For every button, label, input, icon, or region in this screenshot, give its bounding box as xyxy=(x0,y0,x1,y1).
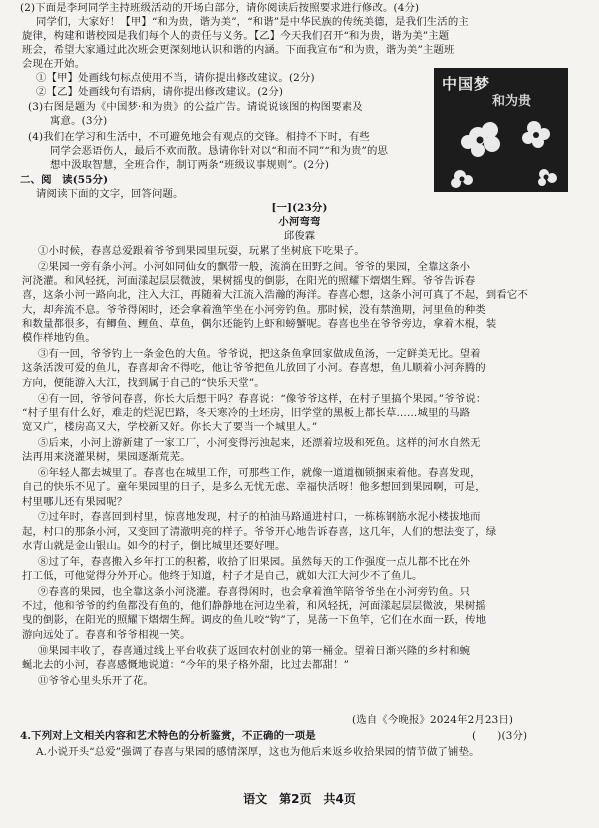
question-4-answer-blank: ( )(3分) xyxy=(472,730,528,742)
story-paragraph-8-line-1: ⑧过了年，春喜搬入乡年打工的积蓄，收拾了旧果园。虽然每天的工作强度一点儿都不比在外 xyxy=(38,556,471,568)
q2-passage-line-1: 同学们，大家好！【甲】“和为贵，谐为美”，“和谐”是中华民族的传统美德，是我们生活的主 xyxy=(36,16,469,28)
story-paragraph-10-line-2: 蜒北去的小河，春喜感慨地说道：“今年的果子格外甜，比过去都甜！” xyxy=(22,659,350,671)
q2-passage-line-3: 班会，希望大家通过此次班会更深刻地认识和谐的内涵。下面我宣布“和为贵，谐为美”主题班 xyxy=(22,44,455,56)
q2-intro: (2)下面是李珂同学主持班级活动的开场白部分，请你阅读后按照要求进行修改。(4分) xyxy=(20,2,420,14)
story-paragraph-9-line-1: ⑨春喜的果园，也全靠这条小河浇灌。春喜得闲时，也会拿着渔竿陪爷爷坐在小河旁钓鱼。只 xyxy=(38,586,471,598)
question-4-option-a: A.小说开头“总爱”强调了春喜与果园的感情深厚，这也为他后来返乡收拾果园的情节做了铺垫。 xyxy=(36,746,480,758)
story-paragraph-4-line-3: 宽又广，楼房高又大，学校新又好。你长大了要当一个城里人。” xyxy=(22,421,318,433)
story-paragraph-7-line-2: 起，村口的那条小河，又变回了清澈明亮的样子。爷爷开心地告诉春喜，这几年，人们的想法变了，绿 xyxy=(22,526,497,538)
story-paragraph-9-line-4: 游向远处了。春喜和爷爷相视一笑。 xyxy=(22,629,191,641)
flower-graphic-icon xyxy=(434,68,568,192)
story-paragraph-2-line-5: 和数量都很多，有鲫鱼、鲤鱼、草鱼，偶尔还能钓上虾和螃蟹呢。春喜也坐在爷爷旁边，拿着木棍，装 xyxy=(22,318,497,330)
story-paragraph-9-line-2: 不过，他和爷爷的约鱼都没有鱼的，他们静静地在河边坐着，和风轻抚，河面漾起层层微波，果树摇 xyxy=(22,600,486,612)
q4-line-2: 同学会恶语伤人，最后不欢而散。恳请你针对以“和而不同”“和为贵”的思 xyxy=(50,145,389,157)
story-paragraph-6-line-1: ⑥年轻人都去城里了。春喜也在城里工作，可那些工作，就像一道道枷锁捆束着他。春喜发现， xyxy=(38,467,481,479)
q4-line-1: (4)我们在学习和生活中，不可避免地会有观点的交锋。相持不下时，有些 xyxy=(28,131,370,143)
q2-passage-line-4: 会现在开始。 xyxy=(22,58,86,70)
story-paragraph-6-line-3: 村里哪儿还有果园呢？ xyxy=(22,496,128,508)
story-paragraph-3-line-3: 方向，便能游入大江，找到属于自己的“快乐天堂”。 xyxy=(22,377,265,389)
story-paragraph-2-line-2: 河浇灌。和风轻抚，河面漾起层层微波，果树摇曳的倒影，在阳光的照耀下熠熠生辉。爷爷告诉春 xyxy=(22,275,476,287)
q4-line-3: 想中汲取智慧，全班合作，制订两条“班级议事规则”。(2分) xyxy=(50,159,330,171)
story-paragraph-6-line-2: 自己的快乐不见了。童年果园里的日子，是多么无忧无虑、幸福快活呀！他多想回到果园啊，可是， xyxy=(22,481,486,493)
story-paragraph-5-line-2: 法再用来浇灌果树，果园逐渐荒芜。 xyxy=(22,451,191,463)
story-paragraph-7-line-3: 水青山就是金山银山。如今的村子，倒比城里还要好哩。 xyxy=(22,540,286,552)
poster-title: 中国梦 xyxy=(442,75,491,93)
story-paragraph-2-line-6: 模作样地钓鱼。 xyxy=(22,332,96,344)
page-footer: 语文 第2页 共4页 xyxy=(243,792,356,806)
public-service-poster xyxy=(434,68,568,192)
story-paragraph-5-line-1: ⑤后来，小河上游新建了一家工厂，小河变得污浊起来，还漂着垃圾和死鱼。这样的河水自然无 xyxy=(38,437,481,449)
story-paragraph-4-line-2: “村子里有什么好，难走的烂泥巴路，冬天寒冷的土坯房，旧学堂的黑板上都长草……城里的马路 xyxy=(22,407,471,419)
poster-subtitle: 和为贵 xyxy=(492,94,532,109)
q3-line-2: 寓意。(3分) xyxy=(50,115,108,127)
story-paragraph-1-line-1: ①小时候，春喜总爱跟着爷爷到果园里玩耍，玩累了坐树底下吃果子。 xyxy=(38,245,365,257)
section-label: [一](23分) xyxy=(271,202,328,214)
q2-subquestion-2: ②【乙】处画线句有语病，请你提出修改建议。(2分) xyxy=(36,86,284,98)
story-paragraph-9-line-3: 曳的倒影，在阳光的照耀下熠熠生辉。调皮的鱼儿咬“钩”了，晃荡一下鱼竿，它们在水面一跃，传地 xyxy=(22,614,487,626)
story-paragraph-3-line-2: 这条活泼可爱的鱼儿，春喜却舍不得吃，他让爷爷把鱼儿放回了小河。春喜想，鱼儿顺着小河奔腾的 xyxy=(22,362,486,374)
reading-heading: 二、阅 读(55分) xyxy=(20,174,109,186)
story-paragraph-8-line-2: 打工低，可他觉得分外开心。他终于知道，村子才是自己，就如大江大河少不了鱼儿。 xyxy=(22,570,423,582)
story-paragraph-4-line-1: ④有一回，爷爷问春喜，你长大后想干吗？春喜说：“像爷爷这样，在村子里搞个果园。”爷爷说： xyxy=(38,393,487,405)
q3-line-1: (3)右图是题为《中国梦·和为贵》的公益广告。请说说该图的构图要素及 xyxy=(28,101,363,113)
reading-instruction: 请阅读下面的文字，回答问题。 xyxy=(36,188,184,200)
story-paragraph-2-line-1: ②果园一旁有条小河。小河如同仙女的飘带一般，流淌在田野之间。爷爷的果园，全靠这条小 xyxy=(38,261,471,273)
q2-subquestion-1: ①【甲】处画线句标点使用不当，请你提出修改建议。(2分) xyxy=(36,72,315,84)
question-4-stem: 4.下列对上文相关内容和艺术特色的分析鉴赏，不正确的一项是 xyxy=(20,730,316,742)
source-citation: (选自《今晚报》2024年2月23日) xyxy=(352,714,514,726)
story-author: 邱俊霖 xyxy=(283,230,316,242)
story-paragraph-2-line-3: 喜，这条小河一路向北，注入大江，再随着大江流入浩瀚的海洋。春喜心想，这条小河可真了不起，到看它不 xyxy=(22,289,528,301)
q2-passage-line-2: 旋律，构建和谐校园是我们每个人的责任与义务。【乙】今天我们召开“和为贵，谐为美”主题 xyxy=(22,30,450,42)
story-paragraph-11-line-1: ⑪爷爷心里头乐开了花。 xyxy=(38,675,154,687)
story-paragraph-7-line-1: ⑦过年时，春喜回到村里，惊喜地发现，村子的柏油马路通进村口，一栋栋钢筋水泥小楼拔地而 xyxy=(38,511,481,523)
story-paragraph-2-line-4: 大，却奔流不息。爷爷得闲时，还会拿着渔竿坐在小河旁钓鱼。那时候，没有禁渔期，河里鱼的种类 xyxy=(22,304,486,316)
story-paragraph-10-line-1: ⑩果园丰收了，春喜通过线上平台收获了返回农村创业的第一桶金。望着日渐兴隆的乡村和蜿 xyxy=(38,645,471,657)
story-title: 小河弯弯 xyxy=(278,216,321,228)
story-paragraph-3-line-1: ③有一回，爷爷钓上一条金色的大鱼。爷爷说，把这条鱼拿回家做成鱼汤，一定鲜美无比。望着 xyxy=(38,348,481,360)
